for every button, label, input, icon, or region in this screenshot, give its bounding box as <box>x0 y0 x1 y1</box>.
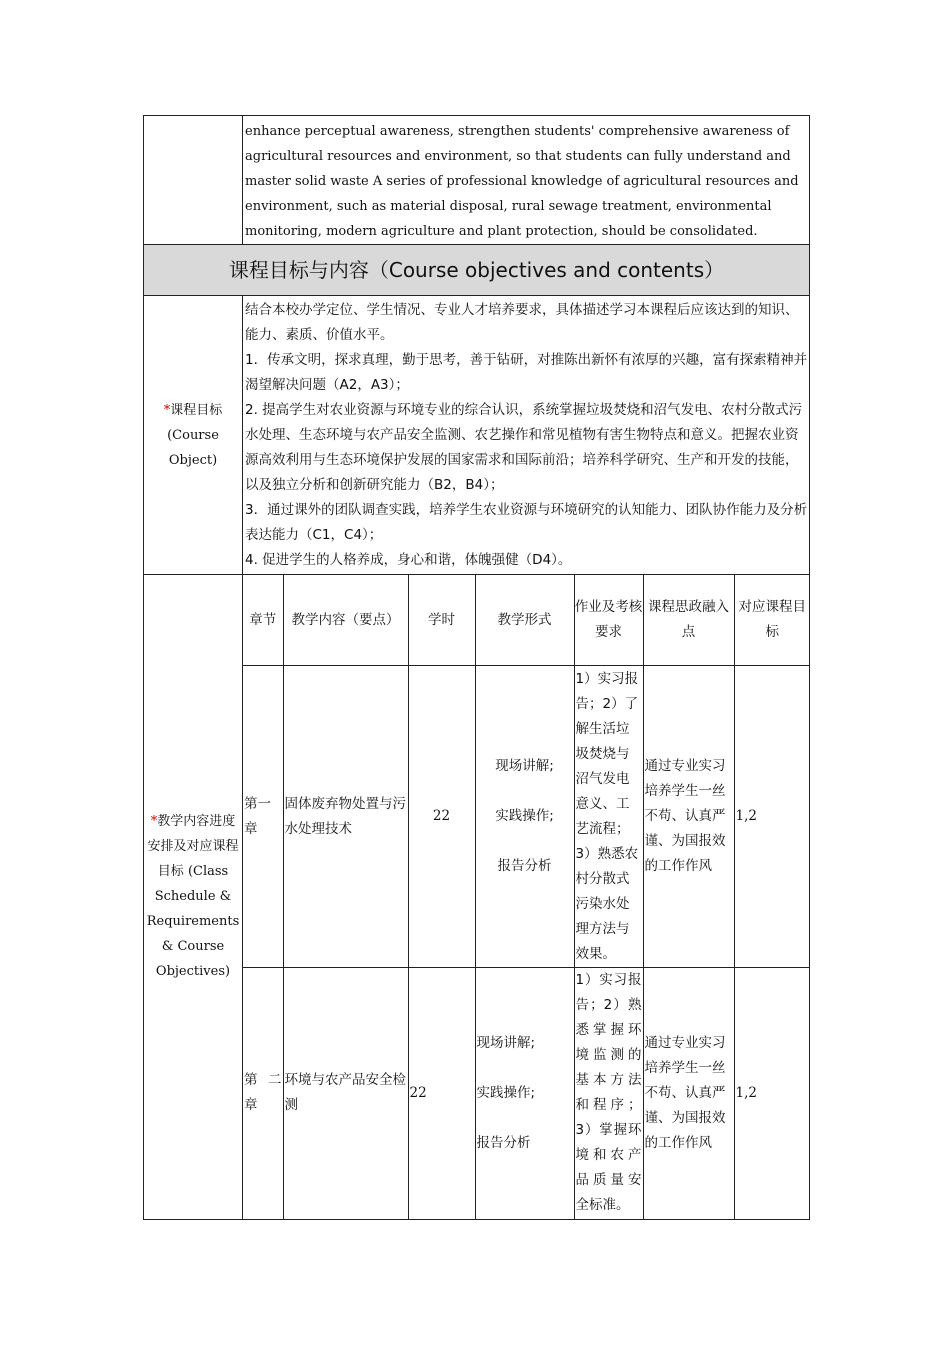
intro-label-cell <box>144 116 243 245</box>
required-star: * <box>150 814 158 830</box>
table-row <box>243 666 810 968</box>
table-row <box>243 968 810 1219</box>
row-content: 环境与农产品安全检测 <box>283 968 408 1219</box>
row-homework: 1）实习报告；2）了解生活垃圾焚烧与沼气发电意义、工艺流程；3）熟悉农村分散式污染水处理方法与效果。 <box>574 666 643 968</box>
row-ideology: 通过专业实习培养学生一丝不苟、认真严谨、为国报效的工作作风 <box>643 968 734 1219</box>
row-content: 固体废弃物处置与污水处理技术 <box>283 666 408 968</box>
schedule-row <box>144 575 810 1220</box>
form-item: 现场讲解; <box>476 1034 536 1051</box>
schedule-table <box>243 575 810 1219</box>
row-hours: 22 <box>408 968 475 1219</box>
row-hours: 22 <box>408 666 475 968</box>
header-form: 教学形式 <box>475 575 574 666</box>
document-page <box>143 115 809 1220</box>
schedule-label-en: (Class Schedule & Requirements & Course Objectives) <box>146 864 240 980</box>
form-spacer <box>476 779 574 804</box>
schedule-header-row <box>243 575 810 666</box>
header-goal: 对应课程目标 <box>734 575 810 666</box>
objective-item-2: 2. 提高学生对农业资源与环境专业的综合认识，系统掌握垃圾焚烧和沼气发电、农村分散式污水处理、生态环境与农产品安全监测、农艺操作和常见植物有害生物特点和意义。把握农业资源高效利用与生态环境保护发展的国家需求和国际前沿；培养科学研究、生产和开发的技能，以及独立分析和创新研究能力（B2，B4）； <box>245 402 803 493</box>
required-star: * <box>163 402 171 418</box>
objective-intro: 结合本校办学定位、学生情况、专业人才培养要求，具体描述学习本课程后应该达到的知识、能力、素质、价值水平。 <box>245 302 799 343</box>
header-homework: 作业及考核要求 <box>574 575 643 666</box>
objectives-label <box>144 296 243 575</box>
section-title-text: 课程目标与内容（Course objectives and contents） <box>228 258 725 282</box>
objectives-label-cn: 课程目标 <box>170 402 223 418</box>
row-chapter: 第一章 <box>243 666 283 968</box>
row-homework: 1）实习报告；2）熟悉掌握环境监测的基本方法和程序；3）掌握环境和农产品质量安全标准。 <box>574 968 643 1219</box>
form-spacer <box>477 1106 573 1131</box>
schedule-label <box>144 575 243 1220</box>
form-item: 实践操作; <box>495 808 554 824</box>
intro-cell <box>243 116 810 245</box>
form-spacer <box>477 1056 573 1081</box>
intro-text: enhance perceptual awareness, strengthen students' comprehensive awareness of agricultural resources and environment, so that students can fully understand and master solid waste A series of professional knowledge of agricultural resources and environment, such as material disposal, rural sewage treatment, environmental monitoring, modern agriculture and plant protection, should be consolidated. <box>245 124 799 239</box>
section-title-row <box>144 245 810 296</box>
form-item: 报告分析 <box>497 858 552 874</box>
objectives-content <box>243 296 810 575</box>
objective-item-1: 1．传承文明，探求真理，勤于思考，善于钻研，对推陈出新怀有浓厚的兴趣，富有探索精神并渴望解决问题（A2，A3）； <box>245 352 808 393</box>
row-goal: 1,2 <box>734 666 810 968</box>
header-ideology: 课程思政融入点 <box>643 575 734 666</box>
row-goal: 1,2 <box>734 968 810 1219</box>
row-form <box>475 666 574 968</box>
intro-row <box>144 116 810 245</box>
row-chapter: 第 二章 <box>243 968 283 1219</box>
row-ideology: 通过专业实习培养学生一丝不苟、认真严谨、为国报效的工作作风 <box>643 666 734 968</box>
schedule-label-cn: 教学内容进度安排及对应课程目标 <box>147 814 239 880</box>
form-spacer <box>476 829 574 854</box>
form-item: 实践操作; <box>476 1084 536 1101</box>
objective-item-3: 3．通过课外的团队调查实践，培养学生农业资源与环境研究的认知能力、团队协作能力及分析表达能力（C1，C4）； <box>245 502 808 543</box>
form-item: 报告分析 <box>476 1134 531 1151</box>
row-form <box>475 968 574 1219</box>
objectives-row <box>144 296 810 575</box>
objectives-label-en: (Course Object) <box>167 427 219 468</box>
header-hours: 学时 <box>408 575 475 666</box>
form-item: 现场讲解; <box>495 758 554 774</box>
syllabus-table <box>143 115 810 1220</box>
section-title <box>144 245 810 296</box>
schedule-content <box>243 575 810 1220</box>
header-chapter: 章节 <box>243 575 283 666</box>
objective-item-4: 4. 促进学生的人格养成，身心和谐，体魄强健（D4）。 <box>245 552 572 568</box>
header-content: 教学内容（要点） <box>283 575 408 666</box>
